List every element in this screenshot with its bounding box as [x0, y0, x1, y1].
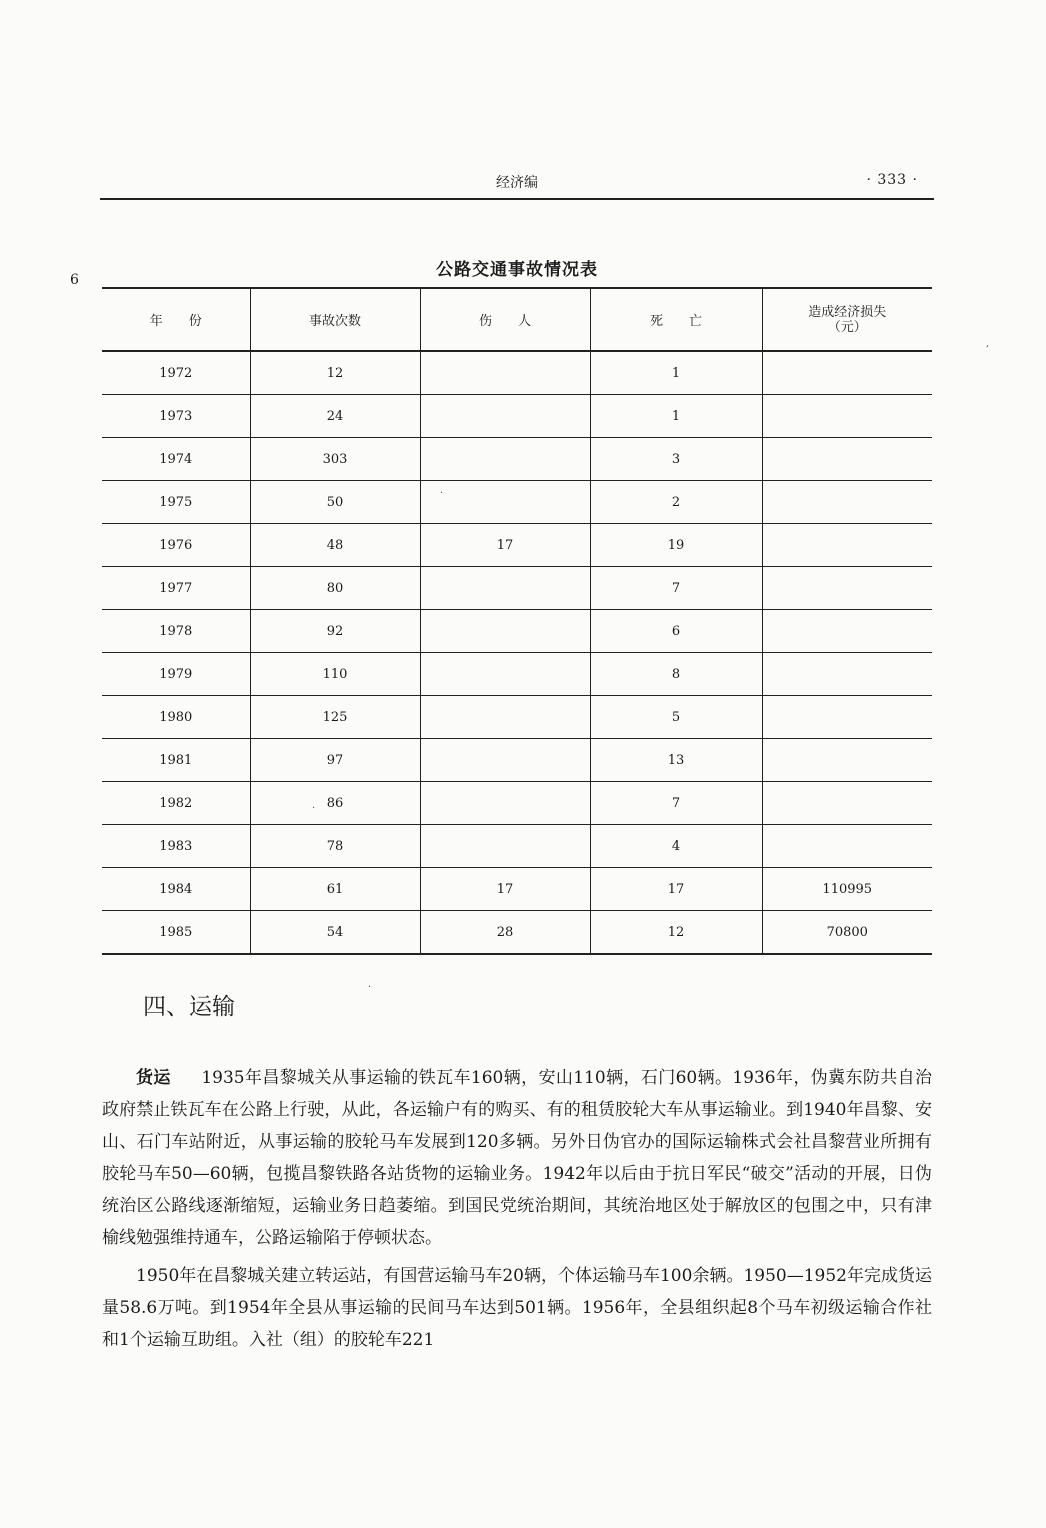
- cell-economic-loss: [762, 782, 932, 825]
- cell-economic-loss: 110995: [762, 868, 932, 911]
- table-row: [102, 911, 932, 955]
- cell-accidents: 125: [250, 696, 420, 739]
- cell-accidents: 92: [250, 610, 420, 653]
- paragraph-1950-text: 1950年在昌黎城关建立转运站，有国营运输马车20辆，个体运输马车100余辆。1950—1952年完成货运量58.6万吨。到1954年全县从事运输的民间马车达到501辆。1956年，全县组织起8个马车初级运输合作社和1个运输互助组。入社（组）的胶轮车221: [102, 1266, 932, 1350]
- cell-economic-loss: [762, 610, 932, 653]
- cell-year: 1975: [102, 481, 250, 524]
- cell-year: 1972: [102, 351, 250, 395]
- cell-injured: [420, 438, 590, 481]
- cell-economic-loss: [762, 395, 932, 438]
- col-injured: 伤 人: [420, 288, 590, 351]
- cell-deaths: 3: [590, 438, 762, 481]
- cell-deaths: 4: [590, 825, 762, 868]
- cell-accidents: 303: [250, 438, 420, 481]
- cell-injured: 17: [420, 524, 590, 567]
- cell-year: 1982: [102, 782, 250, 825]
- table-row: [102, 567, 932, 610]
- cell-economic-loss: [762, 351, 932, 395]
- cell-deaths: 19: [590, 524, 762, 567]
- cell-deaths: 13: [590, 739, 762, 782]
- cell-economic-loss: [762, 653, 932, 696]
- table-row: [102, 739, 932, 782]
- cell-accidents: 24: [250, 395, 420, 438]
- cell-injured: 28: [420, 911, 590, 955]
- cell-year: 1973: [102, 395, 250, 438]
- body-text: [102, 1062, 932, 1362]
- paragraph-freight-text: 1935年昌黎城关从事运输的铁瓦车160辆，安山110辆，石门60辆。1936年，伪冀东防共自治政府禁止铁瓦车在公路上行驶，从此，各运输户有的购买、有的租赁胶轮大车从事运输业。到1940年昌黎、安山、石门车站附近，从事运输的胶轮马车发展到120多辆。另外日伪官办的国际运输株式会社昌黎营业所拥有胶轮马车50—60辆，包揽昌黎铁路各站货物的运输业务。1942年以后由于抗日军民“破交”活动的开展，日伪统治区公路线逐渐缩短，运输业务日趋萎缩。到国民党统治期间，其统治地区处于解放区的包围之中，只有津榆线勉强维持通车，公路运输陷于停顿状态。: [102, 1068, 933, 1248]
- cell-year: 1980: [102, 696, 250, 739]
- margin-mark: 6: [70, 272, 79, 288]
- cell-economic-loss: [762, 524, 932, 567]
- cell-injured: [420, 696, 590, 739]
- table-row: [102, 438, 932, 481]
- col-year: 年 份: [102, 288, 250, 351]
- table-row: [102, 481, 932, 524]
- cell-injured: [420, 825, 590, 868]
- cell-year: 1984: [102, 868, 250, 911]
- col-accidents: 事故次数: [250, 288, 420, 351]
- cell-accidents: 78: [250, 825, 420, 868]
- header-section-title: 经济编: [496, 175, 538, 191]
- table-row: [102, 610, 932, 653]
- cell-deaths: 7: [590, 567, 762, 610]
- cell-deaths: 5: [590, 696, 762, 739]
- scan-speck: ,: [986, 338, 990, 349]
- col-deaths: 死 亡: [590, 288, 762, 351]
- cell-year: 1977: [102, 567, 250, 610]
- cell-injured: [420, 481, 590, 524]
- section-heading: 四、运输: [143, 994, 235, 1020]
- table-title: 公路交通事故情况表: [436, 260, 598, 280]
- table-row: [102, 351, 932, 395]
- col-economic-loss-label: 造成经济损失: [808, 304, 887, 320]
- cell-year: 1976: [102, 524, 250, 567]
- table-row: [102, 395, 932, 438]
- cell-economic-loss: [762, 438, 932, 481]
- cell-deaths: 1: [590, 395, 762, 438]
- col-economic-loss-unit: （元）: [827, 319, 867, 335]
- table-row: [102, 825, 932, 868]
- cell-injured: [420, 739, 590, 782]
- table-row: [102, 782, 932, 825]
- cell-injured: 17: [420, 868, 590, 911]
- cell-deaths: 7: [590, 782, 762, 825]
- cell-economic-loss: 70800: [762, 911, 932, 955]
- scan-speck: ·: [440, 488, 444, 499]
- cell-injured: [420, 610, 590, 653]
- cell-injured: [420, 395, 590, 438]
- cell-injured: [420, 782, 590, 825]
- cell-accidents: 48: [250, 524, 420, 567]
- cell-year: 1985: [102, 911, 250, 955]
- accident-table: [102, 287, 932, 955]
- cell-year: 1979: [102, 653, 250, 696]
- cell-year: 1983: [102, 825, 250, 868]
- cell-accidents: 110: [250, 653, 420, 696]
- table-row: [102, 524, 932, 567]
- cell-year: 1978: [102, 610, 250, 653]
- table-row: [102, 868, 932, 911]
- run-in-heading: 货运: [136, 1068, 171, 1088]
- scan-speck: ·: [368, 982, 372, 993]
- page-header: [100, 168, 934, 200]
- cell-injured: [420, 567, 590, 610]
- paragraph-freight: [102, 1062, 932, 1254]
- cell-economic-loss: [762, 825, 932, 868]
- table-row: [102, 653, 932, 696]
- cell-year: 1981: [102, 739, 250, 782]
- cell-accidents: 80: [250, 567, 420, 610]
- cell-deaths: 17: [590, 868, 762, 911]
- cell-deaths: 12: [590, 911, 762, 955]
- cell-accidents: 97: [250, 739, 420, 782]
- page-number: · 333 ·: [866, 172, 918, 188]
- cell-deaths: 6: [590, 610, 762, 653]
- cell-deaths: 8: [590, 653, 762, 696]
- scan-speck: ·: [312, 803, 316, 814]
- table-row: [102, 696, 932, 739]
- cell-accidents: 12: [250, 351, 420, 395]
- cell-accidents: 50: [250, 481, 420, 524]
- col-economic-loss: [762, 288, 932, 351]
- cell-deaths: 2: [590, 481, 762, 524]
- cell-accidents: 86: [250, 782, 420, 825]
- cell-injured: [420, 653, 590, 696]
- cell-year: 1974: [102, 438, 250, 481]
- cell-economic-loss: [762, 696, 932, 739]
- table-header-row: [102, 288, 932, 351]
- paragraph-1950: [102, 1260, 932, 1356]
- cell-deaths: 1: [590, 351, 762, 395]
- cell-accidents: 54: [250, 911, 420, 955]
- cell-economic-loss: [762, 739, 932, 782]
- cell-injured: [420, 351, 590, 395]
- cell-accidents: 61: [250, 868, 420, 911]
- cell-economic-loss: [762, 481, 932, 524]
- cell-economic-loss: [762, 567, 932, 610]
